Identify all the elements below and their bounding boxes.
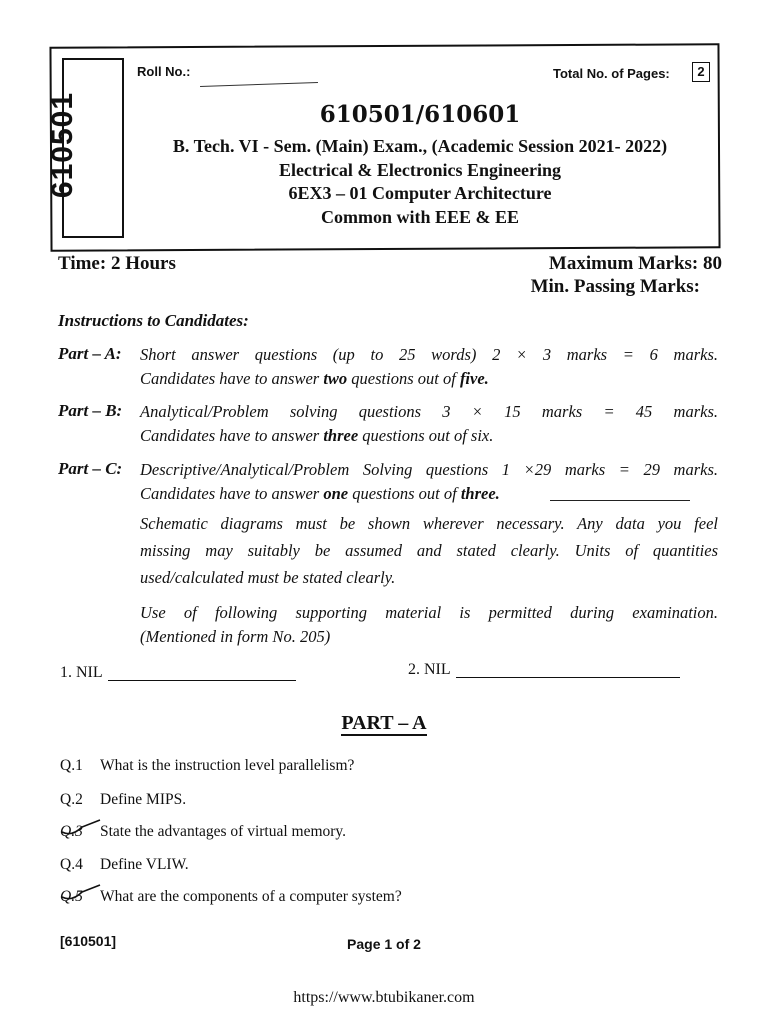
common-line: Common with EEE & EE xyxy=(320,207,520,227)
subject-line: 6EX3 – 01 Computer Architecture xyxy=(288,183,552,203)
tick-mark-q5 xyxy=(60,883,104,903)
page-number: Page 1 of 2 xyxy=(347,936,421,952)
paper-code-side: 610501 xyxy=(46,91,79,199)
part-a-title: PART – A xyxy=(341,712,427,734)
part-a-line2: Candidates have to answer two questions out of five. xyxy=(140,369,489,388)
footer-paper-code: [610501] xyxy=(60,933,117,949)
schematic-note-line3: used/calculated must be stated clearly. xyxy=(140,568,396,587)
paper-code: 610501/610601 xyxy=(319,101,521,128)
material-item-1: 1. NIL xyxy=(60,664,103,681)
question-1: Q.1 What is the instruction level parallelism? xyxy=(60,757,355,774)
material-item-2-line xyxy=(456,677,680,678)
source-url: https://www.btubikaner.com xyxy=(293,989,475,1006)
part-c-line1: Descriptive/Analytical/Problem Solving questions 1 ×29 marks = 29 marks. xyxy=(140,460,718,479)
question-2: Q.2 Define MIPS. xyxy=(60,791,187,808)
min-passing-marks: Min. Passing Marks: xyxy=(530,276,700,297)
schematic-note-line2: missing may suitably be assumed and stated clearly. Units of quantities xyxy=(140,541,718,560)
part-a-label: Part – A: xyxy=(58,344,122,363)
part-a-line1: Short answer questions (up to 25 words) 2 × 3 marks = 6 marks. xyxy=(140,345,718,364)
material-item-1-line xyxy=(108,680,296,681)
question-3: Q.3 State the advantages of virtual memory. xyxy=(60,823,347,840)
total-pages-value: 2 xyxy=(692,62,710,82)
part-c-label: Part – C: xyxy=(58,459,123,478)
maximum-marks: Maximum Marks: 80 xyxy=(548,253,722,274)
instructions-title: Instructions to Candidates: xyxy=(58,311,249,330)
exam-line: B. Tech. VI - Sem. (Main) Exam., (Academic Session 2021- 2022) xyxy=(172,136,668,156)
part-b-line2: Candidates have to answer three questions out of six. xyxy=(140,426,494,445)
question-5: Q.5 What are the components of a computer system? xyxy=(60,888,402,905)
roll-no-label: Roll No.: xyxy=(137,64,191,79)
question-4: Q.4 Define VLIW. xyxy=(60,856,189,873)
part-b-line1: Analytical/Problem solving questions 3 × 15 marks = 45 marks. xyxy=(140,402,718,421)
schematic-note-line1: Schematic diagrams must be shown wherever necessary. Any data you feel xyxy=(140,514,718,533)
total-pages-label: Total No. of Pages: xyxy=(553,66,670,81)
branch-line: Electrical & Electronics Engineering xyxy=(278,160,562,180)
material-note-line2: (Mentioned in form No. 205) xyxy=(140,627,331,646)
part-c-line2: Candidates have to answer one questions out of three. xyxy=(140,484,500,503)
material-item-2: 2. NIL xyxy=(408,661,451,678)
part-b-label: Part – B: xyxy=(58,401,123,420)
tick-mark-q3 xyxy=(60,818,104,838)
time-allowed: Time: 2 Hours xyxy=(58,253,176,274)
handwritten-stroke xyxy=(550,500,690,501)
material-note-line1: Use of following supporting material is permitted during examination. xyxy=(140,603,718,622)
